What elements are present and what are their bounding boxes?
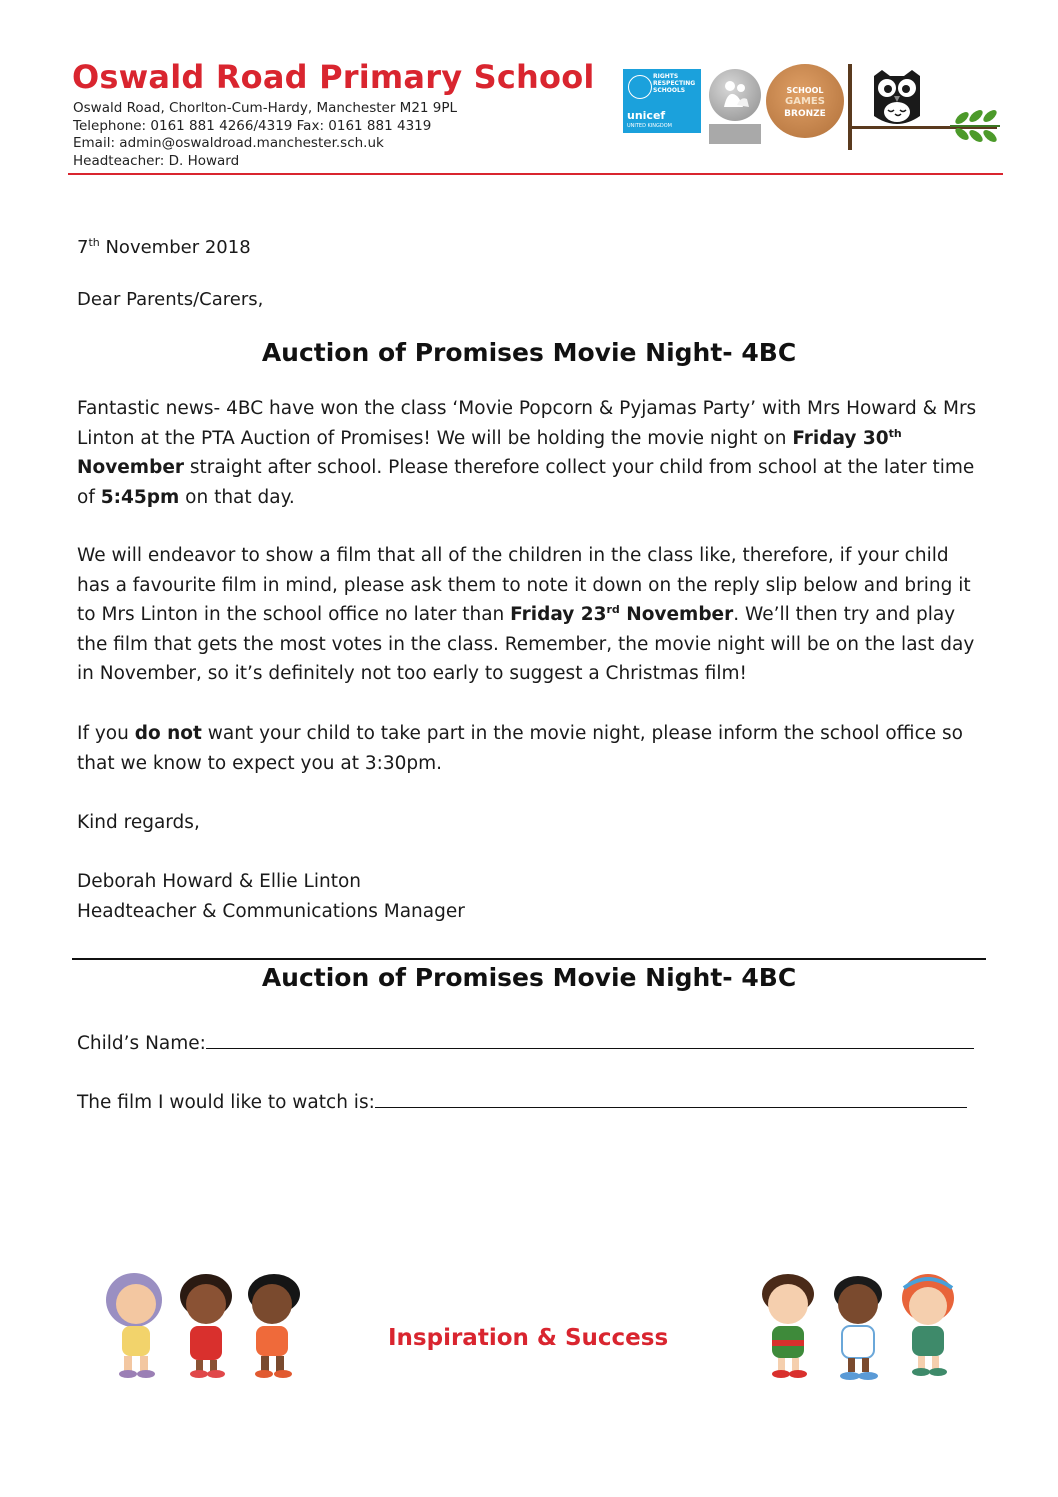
school-email: Email: admin@oswaldroad.manchester.sch.uk — [73, 135, 384, 152]
child-name-label: Child’s Name: — [77, 1033, 206, 1054]
reply-slip-title: Auction of Promises Movie Night- 4BC — [261, 963, 797, 992]
silver-award-label — [709, 124, 761, 144]
paragraph-film-choice: We will endeavor to show a film that all of the children in the class like, therefore, if your child has a favourite film in mind, please ask them to note it down on the reply slip below and bring it to Mrs Linton in the school office no later than Friday 23rd November. We’ll then try and play the film that gets the most votes in the class. Remember, the movie night will be on the last day in November, so it’s definitely not too early to suggest a Christmas film! — [77, 545, 975, 685]
children-illustration-left — [96, 1266, 312, 1384]
paragraph-announcement: Fantastic news- 4BC have won the class ‘Movie Popcorn & Pyjamas Party’ with Mrs Howard & Mrs Linton at the PTA Auction of Promises! We will be holding the movie night on Friday 30th November straight after school. Please therefore collect your child from school at the later time of 5:45pm on that day. — [77, 398, 977, 508]
unicef-rights-respecting-badge: RIGHTS RESPECTING SCHOOLS unicef UNITED KINGDOM — [623, 69, 701, 133]
sign-off: Kind regards, — [77, 812, 200, 833]
school-contact-block — [73, 100, 457, 170]
film-choice-label: The film I would like to watch is: — [77, 1092, 375, 1113]
school-name: Oswald Road Primary School — [72, 58, 595, 96]
school-telephone: Telephone: 0161 881 4266/4319 Fax: 0161 881 4319 — [73, 117, 432, 134]
school-address: Oswald Road, Chorlton-Cum-Hardy, Manchester M21 9PL — [73, 100, 458, 116]
globe-icon — [628, 75, 652, 99]
leaves-icon — [948, 104, 1002, 142]
header-divider — [68, 173, 1003, 175]
family-icon — [709, 69, 761, 121]
school-headteacher: Headteacher: D. Howard — [73, 152, 240, 169]
child-name-line[interactable] — [206, 1034, 974, 1049]
reply-slip-divider — [72, 958, 986, 960]
letter-greeting: Dear Parents/Carers, — [77, 289, 264, 310]
film-choice-line[interactable] — [375, 1093, 967, 1108]
school-games-bronze-badge: SCHOOL GAMES BRONZE — [766, 64, 844, 138]
signatory-roles: Headteacher & Communications Manager — [77, 901, 465, 922]
children-illustration-right — [748, 1266, 966, 1388]
paragraph-opt-out: If you do not want your child to take part in the movie night, please inform the school office so that we know to expect you at 3:30pm. — [77, 723, 963, 774]
letter-date: 7th November 2018 — [77, 236, 251, 258]
signatories: Deborah Howard & Ellie Linton — [77, 871, 361, 892]
silver-award-badge — [709, 69, 761, 121]
child-name-field[interactable] — [77, 1033, 974, 1054]
school-motto: Inspiration & Success — [388, 1325, 669, 1351]
branch-post — [848, 64, 852, 150]
film-choice-field[interactable] — [77, 1092, 967, 1113]
letter-title: Auction of Promises Movie Night- 4BC — [261, 338, 797, 367]
owl-icon — [866, 66, 928, 130]
